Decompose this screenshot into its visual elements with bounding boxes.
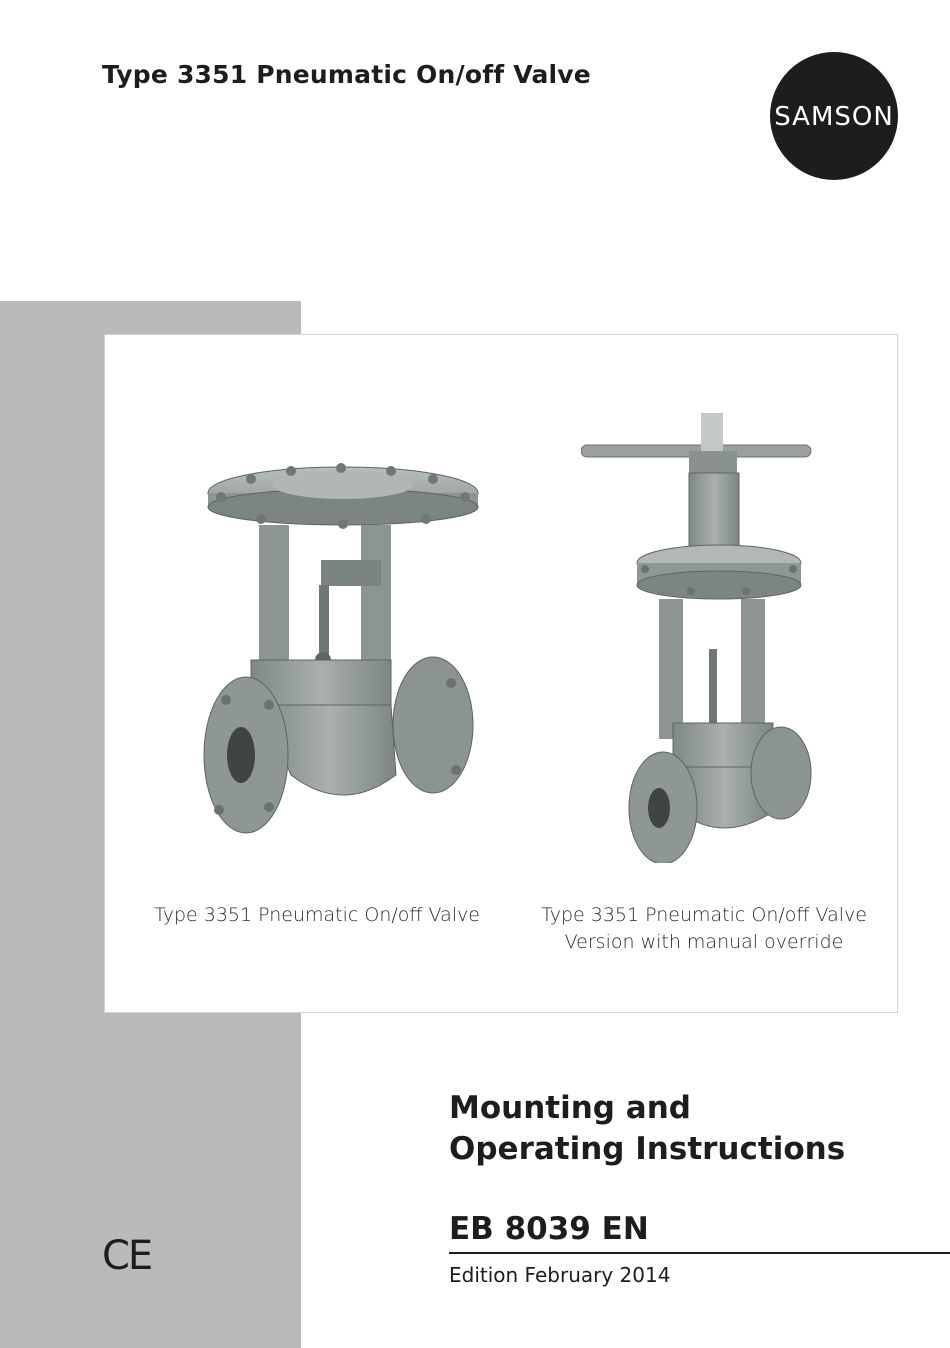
caption-line: Type 3351 Pneumatic On/off Valve bbox=[541, 904, 867, 926]
product-title: Type 3351 Pneumatic On/off Valve bbox=[102, 60, 591, 89]
valve-image-manual-override bbox=[581, 413, 821, 863]
caption-line: Type 3351 Pneumatic On/off Valve bbox=[154, 904, 480, 926]
ce-mark-icon: CE bbox=[102, 1233, 152, 1279]
photo-panel bbox=[104, 334, 898, 1013]
caption-line: Version with manual override bbox=[564, 931, 844, 953]
samson-logo bbox=[770, 52, 898, 180]
document-title bbox=[449, 1088, 845, 1170]
document-number: EB 8039 EN bbox=[449, 1211, 649, 1247]
document-title-line: Mounting and bbox=[449, 1090, 691, 1126]
valve-image-standard bbox=[201, 455, 481, 855]
figure-caption-manual-override bbox=[525, 902, 883, 956]
edition-date: Edition February 2014 bbox=[449, 1263, 671, 1287]
figure-caption-standard bbox=[141, 902, 493, 929]
divider bbox=[449, 1252, 950, 1254]
document-title-line: Operating Instructions bbox=[449, 1131, 846, 1167]
logo-text: SAMSON bbox=[774, 102, 894, 132]
